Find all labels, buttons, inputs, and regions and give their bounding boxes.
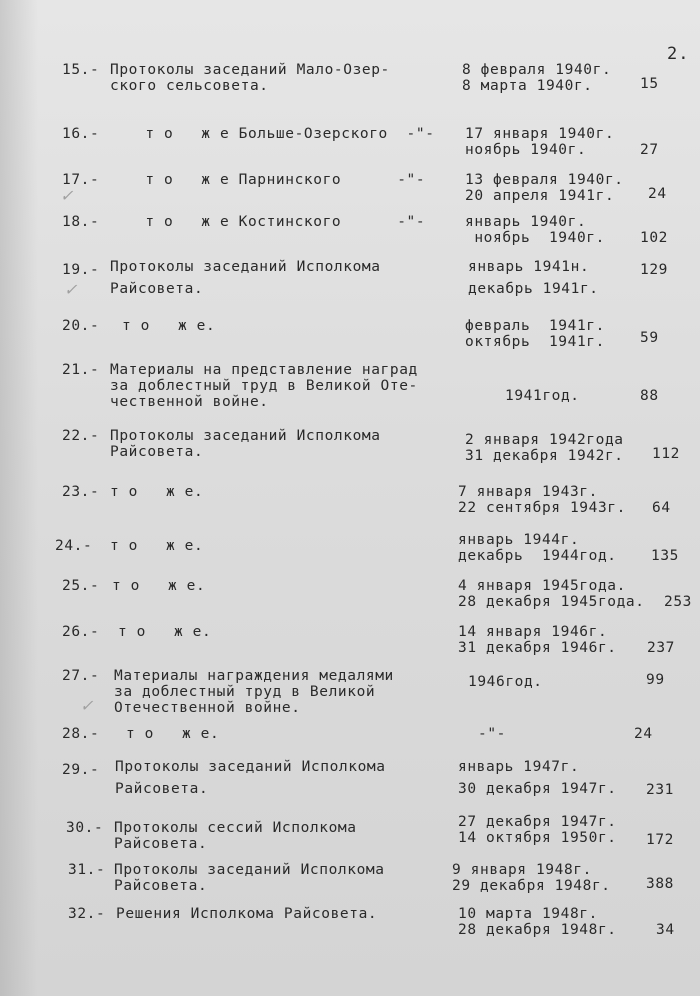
entry-title: т о ж е.: [110, 484, 204, 500]
entry-number: 29.-: [62, 762, 100, 778]
entry-pages: 253: [664, 594, 692, 610]
entry-dates: 4 января 1945года. 28 декабря 1945года.: [458, 578, 645, 610]
entry-dates: 7 января 1943г. 22 сентября 1943г.: [458, 484, 626, 516]
entry-pages: 24: [648, 186, 667, 202]
entry-title: т о ж е Парнинского -"-: [108, 172, 426, 188]
entry-number: 32.-: [68, 906, 106, 922]
entry-number: 15.-: [62, 62, 100, 78]
entry-pages: 99: [646, 672, 665, 688]
entry-number: 27.-: [62, 668, 100, 684]
entry-dates: -"-: [478, 726, 506, 742]
entry-pages: 172: [646, 832, 674, 848]
entry-number: 21.-: [62, 362, 100, 378]
page-number: 2.: [667, 44, 690, 64]
binding-shadow: [0, 0, 38, 996]
entry-dates: 13 февраля 1940г. 20 апреля 1941г.: [465, 172, 624, 204]
entry-number: 28.-: [62, 726, 100, 742]
entry-title: Протоколы заседаний Исполкома Райсовета.: [115, 759, 386, 797]
entry-title: т о ж е Больше-Озерского -"-: [108, 126, 435, 142]
entry-dates: 14 января 1946г. 31 декабря 1946г.: [458, 624, 617, 656]
entry-pages: 388: [646, 876, 674, 892]
pencil-check-mark: ✓: [64, 280, 78, 299]
entry-pages: 34: [656, 922, 675, 938]
entry-title: Протоколы заседаний Исполкома Райсовета.: [114, 862, 385, 894]
entry-pages: 135: [651, 548, 679, 564]
entry-pages: 112: [652, 446, 680, 462]
entry-title: Протоколы заседаний Исполкома Райсовета.: [110, 428, 381, 460]
entry-title: т о ж е.: [110, 538, 204, 554]
entry-title: Протоколы заседаний Исполкома Райсовета.: [110, 259, 381, 297]
pencil-check-mark: ✓: [60, 186, 74, 205]
entry-number: 20.-: [62, 318, 100, 334]
entry-dates: 17 января 1940г. ноябрь 1940г.: [465, 126, 615, 158]
entry-number: 25.-: [62, 578, 100, 594]
entry-number: 18.-: [62, 214, 100, 230]
entry-number: 31.-: [68, 862, 106, 878]
pencil-check-mark: ✓: [80, 696, 94, 715]
entry-title: т о ж е.: [126, 726, 220, 742]
entry-title: Протоколы заседаний Мало-Озер- ского сельсовета.: [110, 62, 390, 94]
entry-dates: 8 февраля 1940г. 8 марта 1940г.: [462, 62, 612, 94]
entry-pages: 24: [634, 726, 653, 742]
entry-dates: 10 марта 1948г. 28 декабря 1948г.: [458, 906, 617, 938]
entry-pages: 231: [646, 782, 674, 798]
entry-title: т о ж е.: [122, 318, 216, 334]
entry-number: 19.-: [62, 262, 100, 278]
entry-title: Протоколы сессий Исполкома Райсовета.: [114, 820, 357, 852]
entry-number: 22.-: [62, 428, 100, 444]
entry-number: 17.-: [62, 172, 100, 188]
entry-pages: 64: [652, 500, 671, 516]
entry-number: 16.-: [62, 126, 100, 142]
entry-number: 24.-: [55, 538, 93, 554]
entry-dates: 1941год.: [505, 388, 580, 404]
entry-dates: 9 января 1948г. 29 декабря 1948г.: [452, 862, 611, 894]
entry-title: Решения Исполкома Райсовета.: [116, 906, 378, 922]
entry-dates: январь 1947г. 30 декабря 1947г.: [458, 759, 617, 797]
entry-number: 23.-: [62, 484, 100, 500]
entry-pages: 237: [647, 640, 675, 656]
entry-dates: февраль 1941г. октябрь 1941г.: [465, 318, 605, 350]
entry-dates: 2 января 1942года 31 декабря 1942г.: [465, 432, 624, 464]
entry-title: Материалы награждения медалями за доблестный труд в Великой Отечественной войне.: [114, 668, 394, 716]
entry-pages: 15: [640, 76, 659, 92]
entry-number: 26.-: [62, 624, 100, 640]
entry-pages: 88: [640, 388, 659, 404]
entry-pages: 102: [640, 230, 668, 246]
entry-title: т о ж е.: [118, 624, 212, 640]
entry-number: 30.-: [66, 820, 104, 836]
entry-dates: январь 1941н. декабрь 1941г.: [468, 259, 599, 297]
entry-dates: январь 1940г. ноябрь 1940г.: [465, 214, 605, 246]
entry-pages: 59: [640, 330, 659, 346]
entry-dates: 1946год.: [468, 674, 543, 690]
entry-pages: 129: [640, 262, 668, 278]
entry-pages: 27: [640, 142, 659, 158]
entry-title: Материалы на представление наград за доблестный труд в Великой Оте- чественной войне.: [110, 362, 418, 410]
entry-dates: 27 декабря 1947г. 14 октября 1950г.: [458, 814, 617, 846]
entry-title: т о ж е Костинского -"-: [108, 214, 426, 230]
entry-title: т о ж е.: [112, 578, 206, 594]
entry-dates: январь 1944г. декабрь 1944год.: [458, 532, 617, 564]
